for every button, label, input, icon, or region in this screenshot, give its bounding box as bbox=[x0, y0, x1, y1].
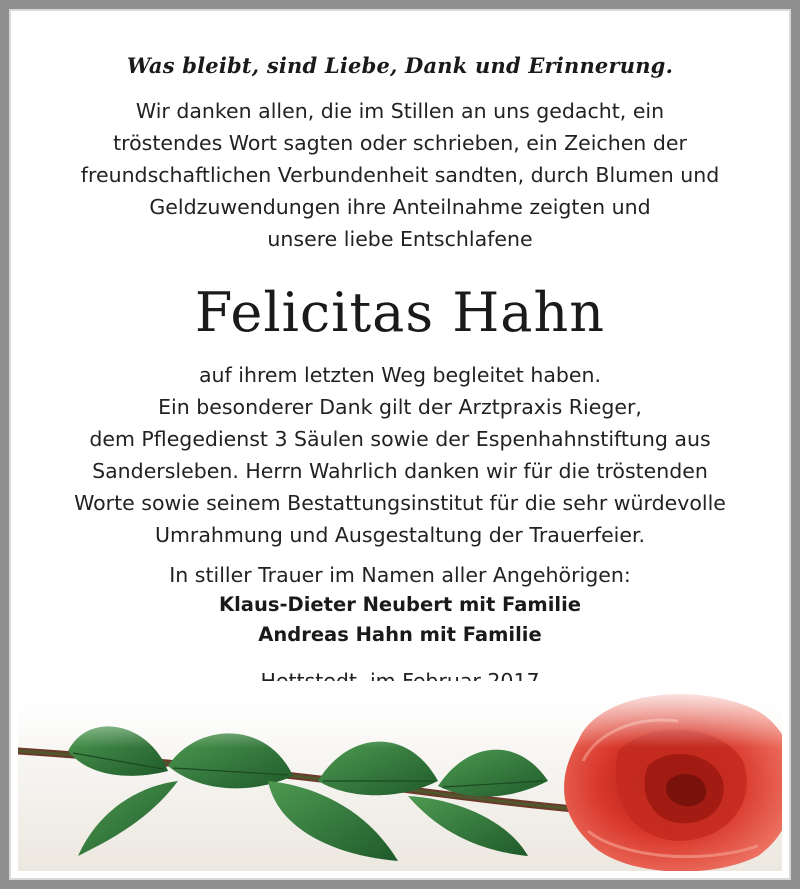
thanks-line: dem Pflegedienst 3 Säulen sowie der Espenhahnstiftung aus bbox=[89, 427, 711, 451]
thanks-paragraph bbox=[9, 359, 791, 551]
thanks-line: auf ihrem letzten Weg begleitet haben. bbox=[198, 363, 602, 387]
mourning-text: In stiller Trauer im Namen aller Angehörigen: bbox=[169, 563, 631, 587]
intro-line: tröstendes Wort sagten oder schrieben, ein Zeichen der bbox=[113, 131, 687, 155]
family-name-2: Andreas Hahn mit Familie bbox=[258, 623, 542, 646]
mourning-line bbox=[9, 559, 791, 591]
thanks-line: Umrahmung und Ausgestaltung der Trauerfeier. bbox=[154, 523, 646, 547]
thanks-line: Worte sowie seinem Bestattungsinstitut für die sehr würdevolle bbox=[74, 491, 726, 515]
intro-line: Geldzuwendungen ihre Anteilnahme zeigten und bbox=[149, 195, 651, 219]
intro-line: Wir danken allen, die im Stillen an uns gedacht, ein bbox=[135, 99, 665, 123]
rose-illustration bbox=[18, 681, 782, 871]
deceased-name: Felicitas Hahn bbox=[194, 281, 606, 344]
intro-paragraph bbox=[9, 95, 791, 255]
intro-line: freundschaftlichen Verbundenheit sandten, durch Blumen und bbox=[80, 163, 720, 187]
thanks-line: Ein besonderer Dank gilt der Arztpraxis Rieger, bbox=[158, 395, 642, 419]
thanks-line: Sandersleben. Herrn Wahrlich danken wir für die tröstenden bbox=[92, 459, 708, 483]
motto-heading: Was bleibt, sind Liebe, Dank und Erinnerung. bbox=[126, 53, 674, 78]
rose-image bbox=[18, 681, 782, 871]
rose-fade-overlay bbox=[18, 681, 782, 871]
intro-line: unsere liebe Entschlafene bbox=[267, 227, 533, 251]
family-name-1: Klaus-Dieter Neubert mit Familie bbox=[219, 593, 581, 616]
